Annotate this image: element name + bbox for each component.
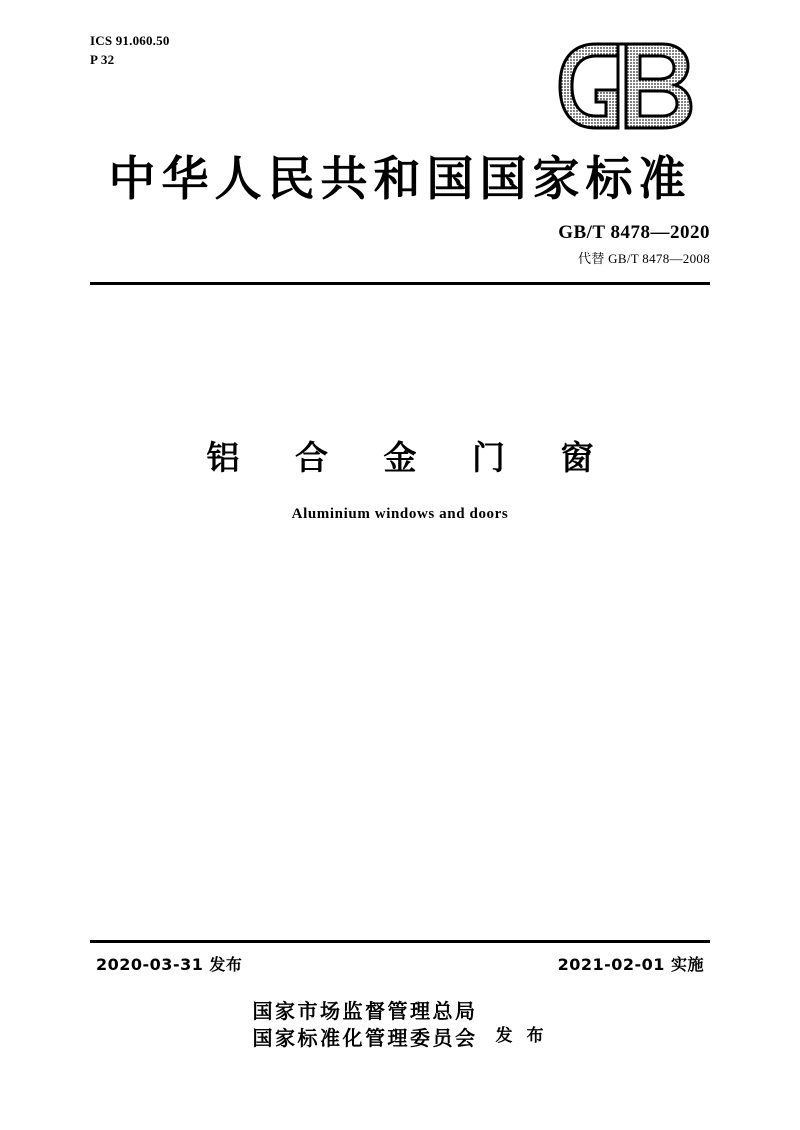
divider-top [90,282,710,285]
document-title-en: Aluminium windows and doors [291,506,509,522]
classification-code: P 32 [90,51,115,67]
standard-number: GB/T 8478—2020 [558,222,710,243]
issuer-verb: 发 布 [495,1025,548,1046]
effective-date: 2021-02-01 实施 [557,955,704,974]
document-title-cn: 铝 合 金 门 窗 [206,438,616,477]
standard-replaces: 代替 GB/T 8478—2008 [578,251,710,266]
ics-code: ICS 91.060.50 [90,33,170,48]
page-title: 中华人民共和国国家标准 [108,152,692,207]
issuer-line-2: 国家标准化管理委员会 [252,1026,478,1050]
divider-bottom [90,940,710,943]
ics-block [90,32,170,70]
issuer-names [253,998,478,1052]
issuer-line-1: 国家市场监督管理总局 [252,999,478,1023]
standard-number-block [558,222,710,267]
issuer-block [0,998,800,1052]
publish-date: 2020-03-31 发布 [96,955,243,974]
gb-emblem-icon [552,38,712,134]
